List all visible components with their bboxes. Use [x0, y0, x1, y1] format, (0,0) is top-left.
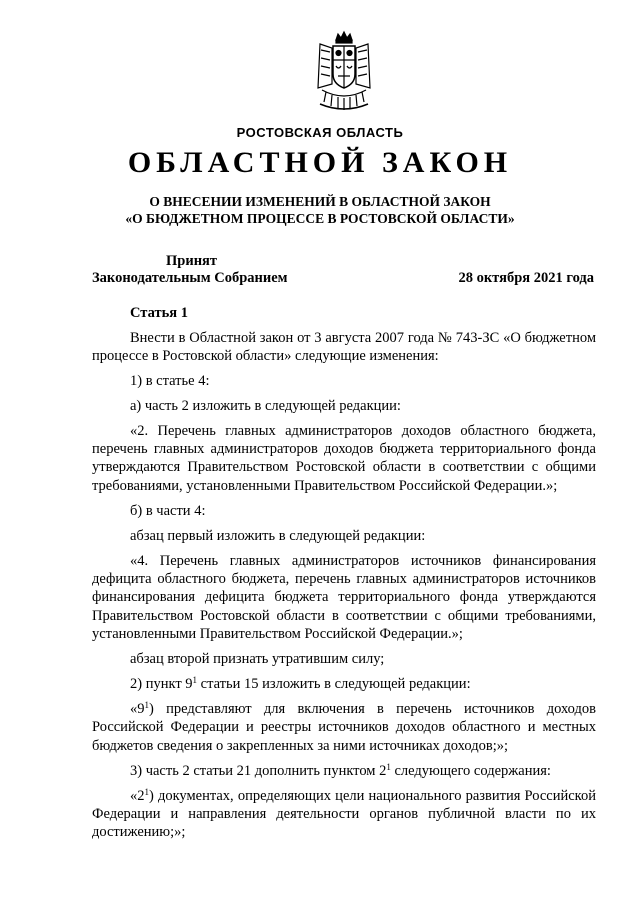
- coat-of-arms-emblem: [312, 30, 376, 112]
- paragraph: абзац первый изложить в следующей редакции:: [130, 527, 426, 544]
- article-title: Статья 1: [130, 305, 188, 321]
- superscript: 1: [144, 699, 149, 710]
- paragraph-text: «9: [130, 700, 145, 717]
- superscript: 1: [144, 786, 149, 797]
- adopted-by: Законодательным Собранием: [92, 270, 288, 286]
- paragraph-text: 2) пункт 9: [130, 676, 193, 692]
- paragraph: Внести в Областной закон от 3 августа 2007 года № 743-ЗС «О бюджетном процессе в Ростовской области» следующие изменения:: [92, 329, 596, 364]
- article-body: [92, 322, 596, 842]
- paragraph: 1) в статье 4:: [130, 372, 210, 389]
- paragraph-text: ) представляют для включения в перечень источников доходов Российской Федерации и реестры источников доходов областного и местных бюджетов сведения о закрепленных за ними источниках доходов;»;: [92, 700, 596, 754]
- superscript: 1: [192, 675, 198, 685]
- paragraph: [92, 675, 596, 693]
- paragraph: [92, 762, 596, 780]
- adopted-label: Принят: [166, 253, 218, 269]
- subtitle-line-2: «О БЮДЖЕТНОМ ПРОЦЕССЕ В РОСТОВСКОЙ ОБЛАСТИ»: [125, 211, 515, 226]
- subtitle-line-1: О ВНЕСЕНИИ ИЗМЕНЕНИЙ В ОБЛАСТНОЙ ЗАКОН: [149, 194, 491, 209]
- paragraph: «4. Перечень главных администраторов источников финансирования дефицита областного бюджета, перечень главных администраторов источников финансирования дефицита бюджета территориального фонда утверждаются Правительством Ростовской области в соответствии с общими требованиями, установленными Правительством Российской Федерации.»;: [92, 552, 596, 643]
- document-subtitle: [0, 193, 640, 227]
- paragraph: а) часть 2 изложить в следующей редакции:: [130, 397, 401, 414]
- paragraph-text: статьи 15 изложить в следующей редакции:: [197, 676, 471, 692]
- document-type-title: ОБЛАСТНОЙ ЗАКОН: [127, 146, 513, 179]
- paragraph: б) в части 4:: [130, 502, 206, 519]
- paragraph-text: ) документах, определяющих цели национального развития Российской Федерации и направления деятельности органов публичной власти по их достижению;»;: [92, 787, 596, 841]
- paragraph: абзац второй признать утратившим силу;: [130, 651, 385, 668]
- paragraph: «2. Перечень главных администраторов доходов областного бюджета, перечень главных администраторов доходов бюджета территориального фонда утверждаются Правительством Ростовской области в соответствии с общими требованиями, установленными Правительством Российской Федерации.»;: [92, 422, 596, 494]
- paragraph-text: следующего содержания:: [390, 762, 551, 779]
- paragraph: [92, 787, 596, 842]
- paragraph: [92, 700, 596, 755]
- paragraph-text: 3) часть 2 статьи 21 дополнить пунктом 2: [130, 762, 387, 779]
- region-name: РОСТОВСКАЯ ОБЛАСТЬ: [236, 125, 404, 140]
- superscript: 1: [386, 761, 391, 772]
- adoption-date: 28 октября 2021 года: [458, 270, 594, 286]
- paragraph-text: «2: [130, 787, 145, 804]
